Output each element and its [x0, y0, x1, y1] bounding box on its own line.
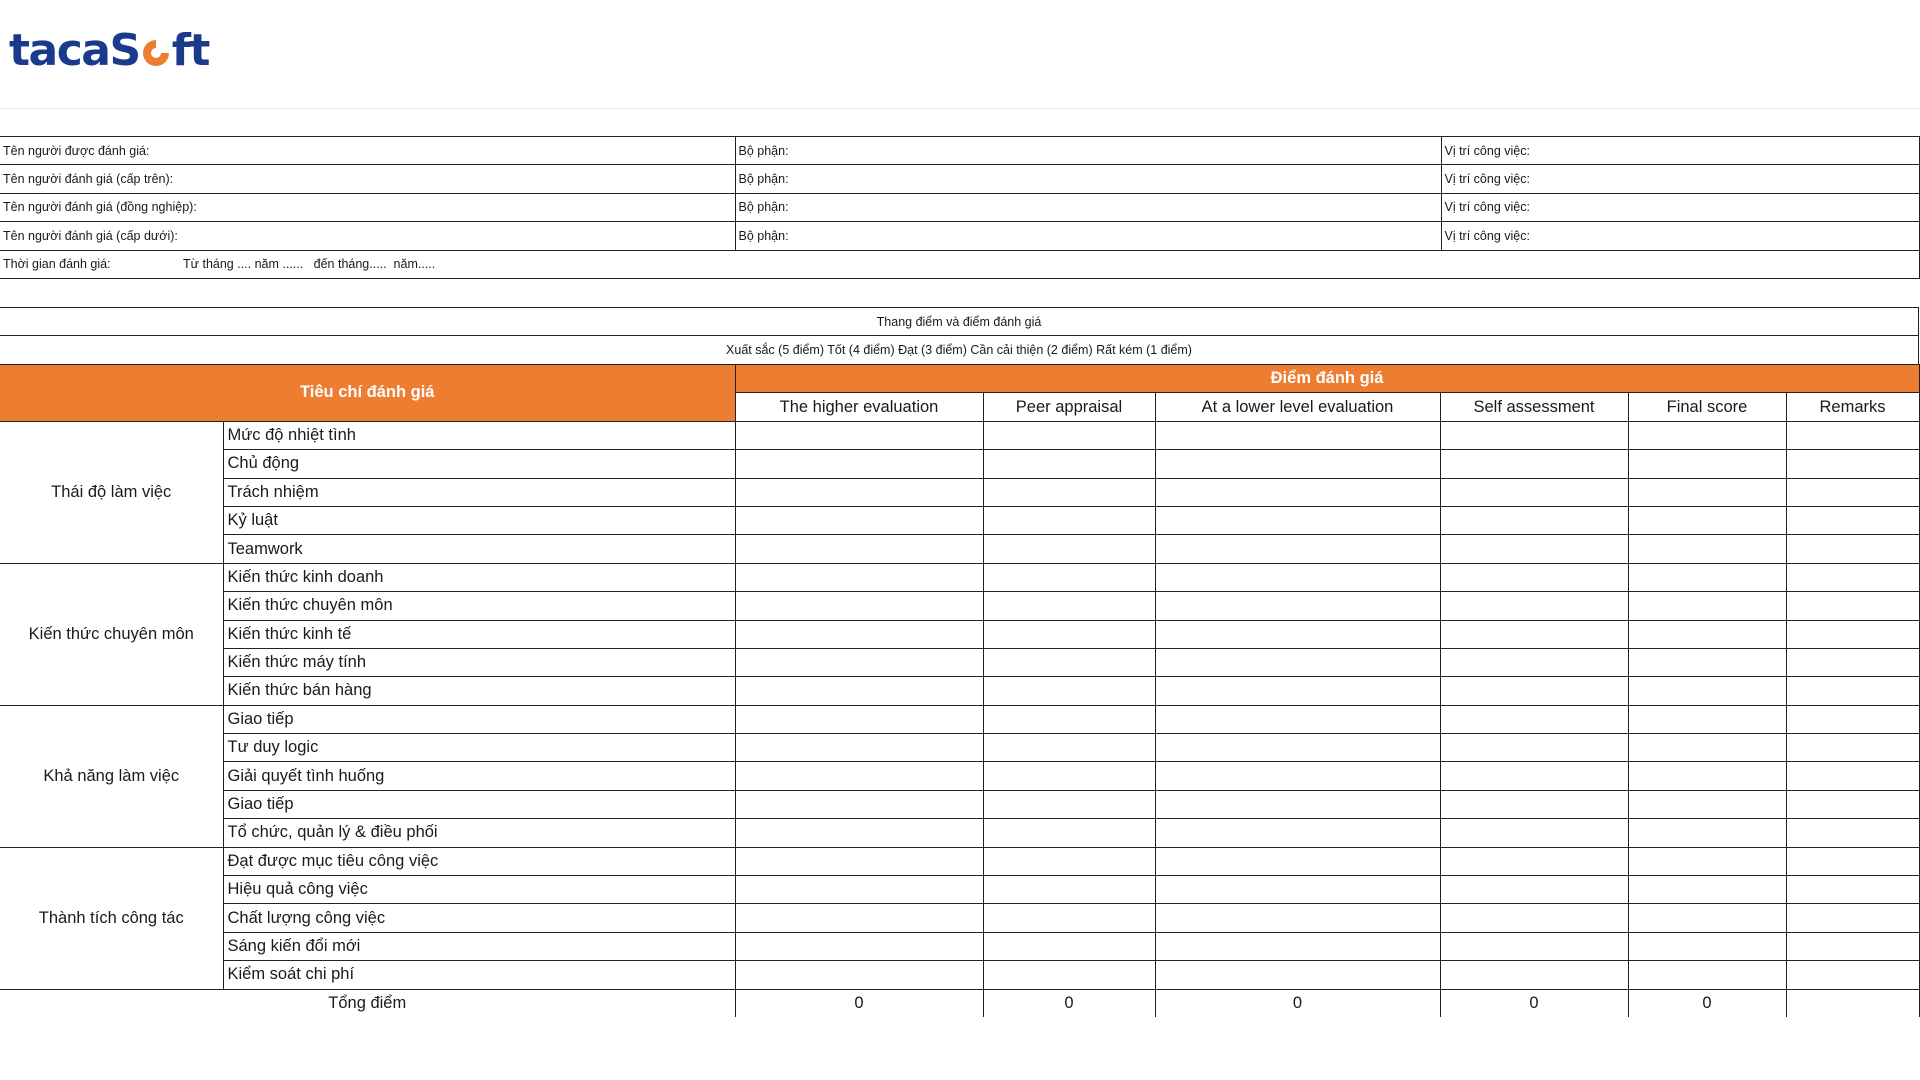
- score-cell[interactable]: [735, 677, 983, 705]
- criterion-label: Kiểm soát chi phí: [223, 961, 735, 989]
- criterion-label: Sáng kiến đổi mới: [223, 932, 735, 960]
- table-row: [0, 478, 1919, 506]
- job-position-field[interactable]: Vị trí công việc:: [1441, 193, 1919, 221]
- score-cell[interactable]: [1155, 734, 1440, 762]
- score-cell[interactable]: [1155, 450, 1440, 478]
- score-cell[interactable]: [1155, 620, 1440, 648]
- score-cell[interactable]: [1440, 620, 1628, 648]
- evaluator-name-field[interactable]: Tên người được đánh giá:: [0, 137, 735, 165]
- column-header: Self assessment: [1440, 393, 1628, 421]
- score-cell[interactable]: [1440, 592, 1628, 620]
- score-cell[interactable]: [983, 535, 1155, 563]
- score-cell[interactable]: [1155, 677, 1440, 705]
- score-cell[interactable]: [1440, 705, 1628, 733]
- evaluator-name-field[interactable]: Tên người đánh giá (đồng nghiệp):: [0, 193, 735, 221]
- score-header: Điểm đánh giá: [735, 365, 1919, 393]
- info-row: [0, 137, 1919, 165]
- score-cell[interactable]: [1155, 535, 1440, 563]
- score-cell[interactable]: [983, 932, 1155, 960]
- score-cell[interactable]: [1155, 819, 1440, 847]
- table-row: [0, 705, 1919, 733]
- score-cell[interactable]: [1155, 904, 1440, 932]
- score-cell[interactable]: [1786, 450, 1919, 478]
- table-row: [0, 762, 1919, 790]
- score-cell[interactable]: [1786, 705, 1919, 733]
- department-field[interactable]: Bộ phận:: [735, 193, 1441, 221]
- score-cell[interactable]: [1628, 847, 1786, 875]
- criteria-group-label: Kiến thức chuyên môn: [0, 563, 223, 705]
- department-field[interactable]: Bộ phận:: [735, 222, 1441, 250]
- table-row: [0, 421, 1919, 449]
- score-cell[interactable]: [1628, 762, 1786, 790]
- score-cell[interactable]: [1628, 535, 1786, 563]
- table-row: [0, 592, 1919, 620]
- info-row: [0, 165, 1919, 193]
- score-cell[interactable]: [735, 535, 983, 563]
- score-cell[interactable]: [1155, 932, 1440, 960]
- score-cell[interactable]: [1440, 904, 1628, 932]
- score-cell[interactable]: [983, 876, 1155, 904]
- score-cell[interactable]: [1440, 450, 1628, 478]
- score-cell[interactable]: [1628, 620, 1786, 648]
- logo-text-part2: S: [109, 24, 140, 76]
- score-cell[interactable]: [1786, 506, 1919, 534]
- score-cell[interactable]: [1786, 734, 1919, 762]
- score-cell[interactable]: [1628, 705, 1786, 733]
- score-cell[interactable]: [1628, 904, 1786, 932]
- score-cell[interactable]: [1628, 819, 1786, 847]
- score-cell[interactable]: [983, 847, 1155, 875]
- criterion-label: Kiến thức kinh doanh: [223, 563, 735, 591]
- evaluation-period-label: Thời gian đánh giá:: [3, 257, 111, 272]
- score-cell[interactable]: [1786, 876, 1919, 904]
- score-cell[interactable]: [1440, 535, 1628, 563]
- score-cell[interactable]: [1440, 506, 1628, 534]
- score-cell[interactable]: [1440, 563, 1628, 591]
- score-cell[interactable]: [735, 819, 983, 847]
- score-cell[interactable]: [735, 904, 983, 932]
- evaluation-period-row: [0, 250, 1919, 278]
- score-cell[interactable]: [1786, 847, 1919, 875]
- criterion-label: Tư duy logic: [223, 734, 735, 762]
- score-cell[interactable]: [1440, 932, 1628, 960]
- table-row: [0, 790, 1919, 818]
- criterion-label: Kiến thức máy tính: [223, 648, 735, 676]
- table-row: [0, 904, 1919, 932]
- info-row: [0, 222, 1919, 250]
- score-cell[interactable]: [735, 563, 983, 591]
- table-row: [0, 535, 1919, 563]
- score-cell[interactable]: [983, 620, 1155, 648]
- score-cell[interactable]: [1155, 705, 1440, 733]
- score-cell[interactable]: [1628, 592, 1786, 620]
- evaluator-name-field[interactable]: Tên người đánh giá (cấp trên):: [0, 165, 735, 193]
- score-cell[interactable]: [1628, 506, 1786, 534]
- criteria-group-label: Khả năng làm việc: [0, 705, 223, 847]
- score-cell[interactable]: [1786, 620, 1919, 648]
- criteria-group-label: Thái độ làm việc: [0, 421, 223, 563]
- criterion-label: Giao tiếp: [223, 790, 735, 818]
- table-row: [0, 563, 1919, 591]
- score-cell[interactable]: [1440, 478, 1628, 506]
- score-cell[interactable]: [983, 563, 1155, 591]
- table-row: [0, 932, 1919, 960]
- score-cell[interactable]: [983, 421, 1155, 449]
- logo-o-pie-icon: [141, 38, 171, 68]
- score-cell[interactable]: [1786, 592, 1919, 620]
- logo-text-part3: ft: [171, 24, 209, 76]
- table-header-row: [0, 365, 1919, 393]
- table-row: [0, 819, 1919, 847]
- score-cell[interactable]: [1628, 876, 1786, 904]
- score-cell[interactable]: [1155, 648, 1440, 676]
- total-label: Tổng điểm: [0, 989, 735, 1017]
- total-value: 0: [983, 989, 1155, 1017]
- score-cell[interactable]: [735, 876, 983, 904]
- score-cell[interactable]: [1440, 734, 1628, 762]
- score-cell[interactable]: [1440, 762, 1628, 790]
- score-cell[interactable]: [983, 961, 1155, 989]
- score-cell[interactable]: [1155, 478, 1440, 506]
- score-cell[interactable]: [1155, 563, 1440, 591]
- job-position-field[interactable]: Vị trí công việc:: [1441, 137, 1919, 165]
- score-cell[interactable]: [983, 904, 1155, 932]
- score-cell[interactable]: [735, 648, 983, 676]
- total-row: [0, 989, 1919, 1017]
- column-header: At a lower level evaluation: [1155, 393, 1440, 421]
- column-header: Remarks: [1786, 393, 1919, 421]
- rating-scale-title: Thang điểm và điểm đánh giá: [0, 308, 1919, 336]
- score-cell[interactable]: [1786, 819, 1919, 847]
- score-cell[interactable]: [1155, 847, 1440, 875]
- table-row: [0, 847, 1919, 875]
- column-header: Final score: [1628, 393, 1786, 421]
- logo-text-part1: taca: [9, 24, 110, 76]
- criterion-label: Kiến thức bán hàng: [223, 677, 735, 705]
- score-cell[interactable]: [735, 592, 983, 620]
- score-cell[interactable]: [1786, 535, 1919, 563]
- criterion-label: Chủ động: [223, 450, 735, 478]
- score-cell[interactable]: [735, 506, 983, 534]
- score-cell[interactable]: [1155, 592, 1440, 620]
- criterion-label: Chất lượng công việc: [223, 904, 735, 932]
- score-cell[interactable]: [983, 790, 1155, 818]
- score-cell[interactable]: [735, 762, 983, 790]
- score-cell[interactable]: [1628, 421, 1786, 449]
- criterion-label: Đạt được mục tiêu công việc: [223, 847, 735, 875]
- score-cell[interactable]: [1786, 932, 1919, 960]
- score-cell[interactable]: [983, 734, 1155, 762]
- score-cell[interactable]: [735, 847, 983, 875]
- score-cell[interactable]: [1786, 421, 1919, 449]
- total-value: 0: [1155, 989, 1440, 1017]
- table-row: [0, 677, 1919, 705]
- score-cell[interactable]: [1786, 961, 1919, 989]
- job-position-field[interactable]: Vị trí công việc:: [1441, 165, 1919, 193]
- score-cell[interactable]: [1440, 421, 1628, 449]
- criterion-label: Kiến thức chuyên môn: [223, 592, 735, 620]
- score-cell[interactable]: [1155, 790, 1440, 818]
- criterion-label: Teamwork: [223, 535, 735, 563]
- score-cell[interactable]: [983, 762, 1155, 790]
- table-row: [0, 734, 1919, 762]
- total-value: 0: [1440, 989, 1628, 1017]
- table-row: [0, 961, 1919, 989]
- score-cell[interactable]: [1786, 677, 1919, 705]
- total-value: [1786, 989, 1919, 1017]
- score-cell[interactable]: [1628, 648, 1786, 676]
- criterion-label: Giải quyết tình huống: [223, 762, 735, 790]
- score-cell[interactable]: [983, 819, 1155, 847]
- score-cell[interactable]: [1628, 790, 1786, 818]
- evaluator-info-table: [0, 136, 1920, 279]
- score-cell[interactable]: [1440, 819, 1628, 847]
- score-cell[interactable]: [1440, 648, 1628, 676]
- score-cell[interactable]: [1786, 478, 1919, 506]
- total-value: 0: [1628, 989, 1786, 1017]
- score-cell[interactable]: [1155, 876, 1440, 904]
- score-cell[interactable]: [1628, 734, 1786, 762]
- score-cell[interactable]: [1786, 762, 1919, 790]
- evaluation-period-value: Từ tháng .... năm ...... đến tháng..... năm.....: [183, 257, 436, 272]
- score-cell[interactable]: [735, 421, 983, 449]
- column-header: Peer appraisal: [983, 393, 1155, 421]
- criterion-label: Kỷ luật: [223, 506, 735, 534]
- criteria-group-label: Thành tích công tác: [0, 847, 223, 989]
- score-cell[interactable]: [1628, 932, 1786, 960]
- score-cell[interactable]: [735, 450, 983, 478]
- criterion-label: Kiến thức kinh tế: [223, 620, 735, 648]
- score-cell[interactable]: [1440, 847, 1628, 875]
- evaluation-period-field[interactable]: [0, 250, 1919, 278]
- score-cell[interactable]: [983, 705, 1155, 733]
- score-cell[interactable]: [1786, 904, 1919, 932]
- score-cell[interactable]: [983, 648, 1155, 676]
- table-row: [0, 450, 1919, 478]
- table-row: [0, 506, 1919, 534]
- criterion-label: Giao tiếp: [223, 705, 735, 733]
- score-cell[interactable]: [1440, 677, 1628, 705]
- score-cell[interactable]: [1155, 421, 1440, 449]
- rating-scale-levels: Xuất sắc (5 điểm) Tốt (4 điểm) Đạt (3 điểm) Cần cải thiện (2 điểm) Rất kém (1 điểm): [0, 336, 1919, 364]
- score-cell[interactable]: [1155, 506, 1440, 534]
- score-cell[interactable]: [1628, 563, 1786, 591]
- score-cell[interactable]: [735, 932, 983, 960]
- score-cell[interactable]: [1786, 563, 1919, 591]
- criterion-label: Mức độ nhiệt tình: [223, 421, 735, 449]
- score-cell[interactable]: [735, 734, 983, 762]
- score-cell[interactable]: [1155, 762, 1440, 790]
- score-cell[interactable]: [735, 705, 983, 733]
- score-cell[interactable]: [1440, 876, 1628, 904]
- score-cell[interactable]: [1628, 478, 1786, 506]
- column-header: The higher evaluation: [735, 393, 983, 421]
- header-divider: [0, 108, 1920, 109]
- criteria-header: Tiêu chí đánh giá: [0, 365, 735, 422]
- score-cell[interactable]: [735, 478, 983, 506]
- table-row: [0, 620, 1919, 648]
- score-cell[interactable]: [983, 677, 1155, 705]
- job-position-field[interactable]: Vị trí công việc:: [1441, 222, 1919, 250]
- evaluator-name-field[interactable]: Tên người đánh giá (cấp dưới):: [0, 222, 735, 250]
- total-value: 0: [735, 989, 983, 1017]
- criterion-label: Trách nhiệm: [223, 478, 735, 506]
- evaluation-table: [0, 364, 1920, 1017]
- department-field[interactable]: Bộ phận:: [735, 137, 1441, 165]
- score-cell[interactable]: [1440, 790, 1628, 818]
- score-cell[interactable]: [983, 592, 1155, 620]
- table-row: [0, 876, 1919, 904]
- score-cell[interactable]: [1155, 961, 1440, 989]
- score-cell[interactable]: [1628, 450, 1786, 478]
- score-cell[interactable]: [735, 790, 983, 818]
- tacasoft-logo: [9, 25, 209, 75]
- score-cell[interactable]: [735, 620, 983, 648]
- table-row: [0, 648, 1919, 676]
- criterion-label: Tổ chức, quản lý & điều phối: [223, 819, 735, 847]
- score-cell[interactable]: [983, 478, 1155, 506]
- criterion-label: Hiệu quả công việc: [223, 876, 735, 904]
- score-cell[interactable]: [1440, 961, 1628, 989]
- score-cell[interactable]: [1628, 961, 1786, 989]
- score-cell[interactable]: [735, 961, 983, 989]
- score-cell[interactable]: [983, 450, 1155, 478]
- info-row: [0, 193, 1919, 221]
- rating-scale-table: [0, 307, 1919, 365]
- score-cell[interactable]: [1786, 648, 1919, 676]
- department-field[interactable]: Bộ phận:: [735, 165, 1441, 193]
- score-cell[interactable]: [1786, 790, 1919, 818]
- score-cell[interactable]: [983, 506, 1155, 534]
- score-cell[interactable]: [1628, 677, 1786, 705]
